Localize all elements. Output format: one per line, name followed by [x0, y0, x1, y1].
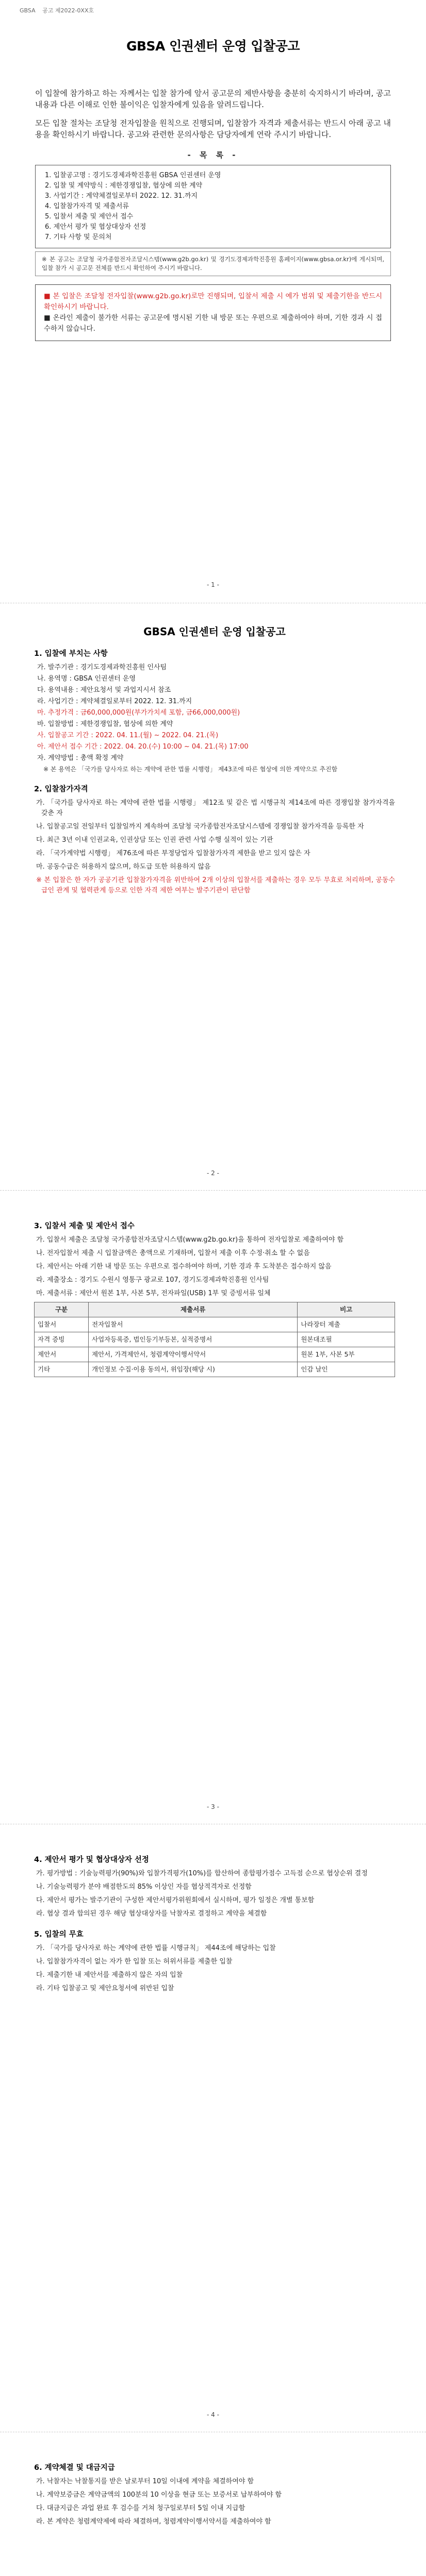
notice-note: ※ 본 공고는 조달청 국가종합전자조달시스템(www.g2b.go.kr) 및 경기도경제과학진흥원 홈페이지(www.gbsa.or.kr)에 게시되며, 입찰 참가 시 공고문 전체를 반드시 확인하여 주시기 바랍니다. — [35, 251, 391, 276]
item-line: 라. 협상 결과 합의된 경우 해당 협상대상자를 낙찰자로 결정하고 계약을 체결함 — [36, 1910, 267, 1918]
item-line: 나. 전자입찰서 제출 시 입찰금액은 총액으로 기재하며, 입찰서 제출 이후 수정·취소 할 수 없음 — [36, 1249, 310, 1257]
item-line: 마. 추정가격 : 금60,000,000원(부가가치세 포함, 금66,000,000원) — [37, 709, 240, 717]
item-line: 가. 평가방법 : 기술능력평가(90%)와 입찰가격평가(10%)를 합산하여 종합평가점수 고득점 순으로 협상순위 결정 — [36, 1870, 368, 1877]
item-line: 나. 입찰참가자격이 없는 자가 한 입찰 또는 허위서류를 제출한 입찰 — [36, 1958, 233, 1965]
table-header: 제출서류 — [89, 1302, 298, 1317]
item-line: 라. 사업기간 : 계약체결일로부터 2022. 12. 31.까지 — [37, 698, 192, 705]
item-line: 나. 입찰공고일 전일부터 입찰일까지 계속하여 조달청 국가종합전자조달시스템에 경쟁입찰 참가자격을 등록한 자 — [36, 823, 364, 831]
special-note: ※ 본 입찰은 한 자가 공공기관 입찰참가자격을 위반하여 2개 이상의 입찰서를 제출하는 경우 모두 무효로 처리하며, 공동수급인 관계 및 협력관계 등으로 인한 자격 제한 여부는 발주기관이 판단함 — [36, 876, 395, 894]
item-line: 바. 입찰방법 : 제한경쟁입찰, 협상에 의한 계약 — [37, 720, 173, 728]
item-line: 마. 제출서류 : 제안서 원본 1부, 사본 5부, 전자파일(USB) 1부 및 증빙서류 일체 — [36, 1290, 271, 1297]
table-row — [35, 1317, 395, 1332]
toc-item: 3. 사업기간 : 계약체결일로부터 2022. 12. 31.까지 — [45, 192, 198, 200]
table-row — [35, 1332, 395, 1347]
intro-paragraph: 이 입찰에 참가하고 하는 자께서는 입찰 참가에 앞서 공고문의 제반사항을 충분히 숙지하시기 바라며, 공고 내용과 다른 이해로 인한 불이익은 입찰자에게 있음을 알려드립니다. — [35, 89, 391, 109]
section-heading: 5. 입찰의 무효 — [34, 1930, 84, 1939]
page-divider — [0, 1190, 426, 1191]
table-row — [35, 1347, 395, 1362]
item-line: 다. 제안서 평가는 발주기관이 구성한 제안서평가위원회에서 실시하며, 평가 일정은 개별 통보함 — [36, 1896, 315, 1904]
item-line: 가. 발주기관 : 경기도경제과학진흥원 인사팀 — [37, 664, 167, 671]
section-title: GBSA 인권센터 운영 입찰공고 — [143, 625, 286, 638]
table-cell: 제안서 — [35, 1347, 89, 1362]
section-6 — [34, 2452, 395, 2530]
table-header: 비고 — [298, 1302, 395, 1317]
table-cell: 원본대조필 — [298, 1332, 395, 1347]
table-cell: 원본 1부, 사본 5부 — [298, 1347, 395, 1362]
item-line: 다. 제출기한 내 제안서를 제출하지 않은 자의 입찰 — [36, 1971, 183, 1979]
item-line: 마. 공동수급은 허용하지 않으며, 하도급 또한 허용하지 않음 — [36, 863, 211, 871]
toc-item: 2. 입찰 및 계약방식 : 제한경쟁입찰, 협상에 의한 계약 — [45, 182, 203, 190]
toc-item: 4. 입찰참가자격 및 제출서류 — [45, 202, 129, 210]
section-1 — [34, 623, 395, 899]
table-cell: 기타 — [35, 1362, 89, 1377]
section-heading: 1. 입찰에 부치는 사항 — [34, 650, 108, 658]
table-cell: 입찰서 — [35, 1317, 89, 1332]
intro-section — [35, 88, 391, 341]
section-heading: 3. 입찰서 제출 및 제안서 접수 — [34, 1222, 135, 1230]
toc-item: 5. 입찰서 제출 및 제안서 접수 — [45, 213, 134, 221]
item-line: 다. 제안서는 아래 기한 내 방문 또는 우편으로 접수하여야 하며, 기한 경과 후 도착분은 접수하지 않음 — [36, 1263, 332, 1270]
table-cell: 개인정보 수집·이용 동의서, 위임장(해당 시) — [89, 1362, 298, 1377]
section-note: ※ 본 용역은 「국가를 당사자로 하는 계약에 관한 법률 시행령」 제43조에 따른 협상에 의한 계약으로 추진함 — [43, 766, 338, 773]
item-line: 라. 제출장소 : 경기도 수원시 영통구 광교로 107, 경기도경제과학진흥원 인사팀 — [36, 1276, 269, 1284]
section-heading: 6. 계약체결 및 대금지급 — [34, 2464, 115, 2472]
item-line: 나. 계약보증금은 계약금액의 100분의 10 이상을 현금 또는 보증서로 납부하여야 함 — [36, 2491, 282, 2499]
toc-item: 6. 제안서 평가 및 협상대상자 선정 — [45, 223, 146, 231]
item-line: 가. 낙찰자는 낙찰통지를 받은 날로부터 10일 이내에 계약을 체결하여야 함 — [36, 2478, 254, 2485]
item-line: 라. 「국가계약법 시행령」 제76조에 따른 부정당업자 입찰참가자격 제한을 받고 있지 않은 자 — [36, 850, 310, 857]
header-code: 공고 제2022-0XX호 — [42, 7, 94, 14]
item-line: 다. 용역내용 : 제안요청서 및 과업지시서 참조 — [37, 686, 171, 694]
item-line: 라. 본 계약은 청렴계약제에 따라 체결하며, 청렴계약이행서약서를 제출하여야 함 — [36, 2518, 271, 2526]
table-cell: 나라장터 제출 — [298, 1317, 395, 1332]
item-line: 가. 입찰서 제출은 조달청 국가종합전자조달시스템(www.g2b.go.kr)을 통하여 전자입찰로 제출하여야 함 — [36, 1236, 344, 1244]
table-cell: 인감 날인 — [298, 1362, 395, 1377]
table-cell: 전자입찰서 — [89, 1317, 298, 1332]
page-number: - 4 - — [207, 2411, 219, 2418]
table-cell: 자격 증빙 — [35, 1332, 89, 1347]
notice-item: ■ 온라인 제출이 불가한 서류는 공고문에 명시된 기한 내 방문 또는 우편으로 제출하여야 하며, 기한 경과 시 접수하지 않습니다. — [44, 314, 382, 333]
table-cell: 제안서, 가격제안서, 청렴계약이행서약서 — [89, 1347, 298, 1362]
section-heading: 2. 입찰참가자격 — [34, 785, 88, 793]
toc-item: 7. 기타 사항 및 문의처 — [45, 233, 112, 241]
toc-label: - 목 록 - — [187, 150, 239, 160]
table-header: 구분 — [35, 1302, 89, 1317]
page-number: - 2 - — [207, 1170, 219, 1177]
item-line: 자. 계약방법 : 총액 확정 계약 — [37, 754, 124, 762]
notice-box — [35, 284, 391, 341]
table-cell: 사업자등록증, 법인등기부등본, 실적증명서 — [89, 1332, 298, 1347]
page-number: - 3 - — [207, 1803, 219, 1810]
item-line: 다. 대금지급은 과업 완료 후 검수를 거쳐 청구일로부터 5일 이내 지급함 — [36, 2504, 245, 2512]
item-line: 나. 용역명 : GBSA 인권센터 운영 — [37, 675, 136, 683]
toc-box — [35, 165, 391, 248]
toc-item: 1. 입찰공고명 : 경기도경제과학진흥원 GBSA 인권센터 운영 — [45, 172, 221, 179]
item-line: 라. 기타 입찰공고 및 제안요청서에 위반된 입찰 — [36, 1985, 174, 1992]
item-line: 가. 「국가를 당사자로 하는 계약에 관한 법률 시행규칙」 제44조에 해당하는 입찰 — [36, 1944, 276, 1952]
page-title: GBSA 인권센터 운영 입찰공고 — [126, 39, 300, 54]
item-line: 나. 기술능력평가 분야 배점한도의 85% 이상인 자를 협상적격자로 선정함 — [36, 1883, 252, 1891]
item-line: 가. 「국가를 당사자로 하는 계약에 관한 법률 시행령」 제12조 및 같은 법 시행규칙 제14조에 따른 경쟁입찰 참가자격을 갖춘 자 — [36, 799, 395, 817]
document-header — [20, 6, 99, 14]
intro-paragraph: 모든 입찰 절차는 조달청 전자입찰을 원칙으로 진행되며, 입찰참가 자격과 제출서류는 반드시 아래 공고 내용을 확인하시기 바랍니다. 공고와 관련한 문의사항은 담당자에게 연락 주시기 바랍니다. — [35, 118, 391, 139]
item-line: 사. 입찰공고 기간 : 2022. 04. 11.(월) ~ 2022. 04. 21.(목) — [37, 732, 219, 739]
section-3 — [34, 1211, 395, 1382]
table-row — [35, 1362, 395, 1377]
section-heading: 4. 제안서 평가 및 협상대상자 선정 — [34, 1856, 149, 1864]
page-number: - 1 - — [207, 581, 219, 588]
header-org: GBSA — [20, 7, 36, 14]
submission-table — [34, 1302, 395, 1377]
item-line: 다. 최근 3년 이내 인권교육, 인권상담 또는 인권 관련 사업 수행 실적이 있는 기관 — [36, 836, 273, 844]
item-line: 아. 제안서 접수 기간 : 2022. 04. 20.(수) 10:00 ~ 04. 21.(목) 17:00 — [37, 743, 249, 751]
notice-item: ■ 본 입찰은 조달청 전자입찰(www.g2b.go.kr)로만 진행되며, 입찰서 제출 시 예가 범위 및 제출기한을 반드시 확인하시기 바랍니다. — [44, 292, 382, 311]
section-4 — [34, 1844, 395, 1997]
